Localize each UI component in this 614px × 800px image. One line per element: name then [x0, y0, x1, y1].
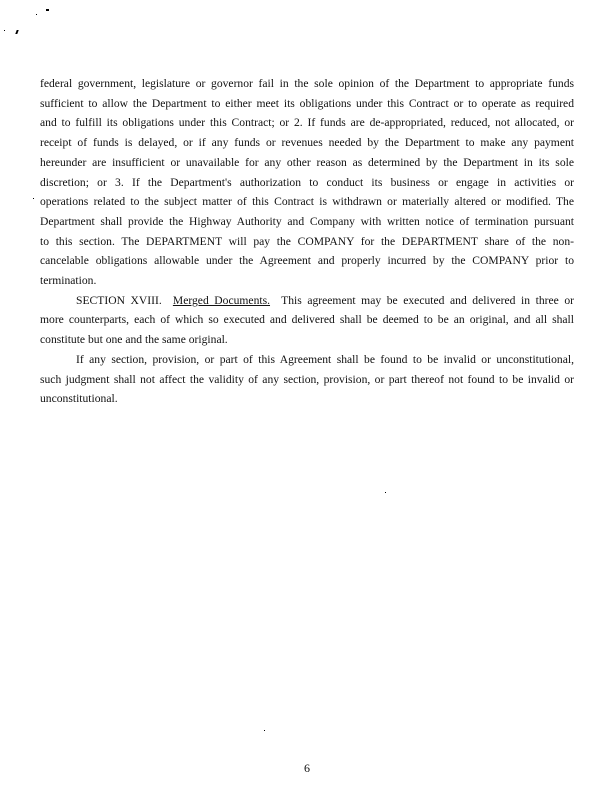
text-line: termination. [40, 274, 97, 288]
text-line: such judgment shall not affect the validity of any section, provision, or part thereof not found to be invalid or [40, 372, 574, 386]
scan-speck [4, 30, 5, 31]
section-label: SECTION XVIII. [76, 293, 162, 307]
text-line: unconstitutional. [40, 392, 118, 406]
paragraph-severability [40, 350, 574, 409]
text-line: cancelable obligations allowable under the Agreement and properly incurred by the COMPANY prior to [40, 254, 574, 268]
section-heading-line [40, 291, 574, 311]
text-line: This agreement may be executed and delivered in three or [281, 293, 574, 307]
text-line: federal government, legislature or governor fail in the sole opinion of the Department to appropriate funds [40, 77, 574, 90]
text-line: hereunder are insufficient or unavailable for any other reason as determined by the Department in its sole [40, 155, 574, 169]
scan-speck [36, 14, 37, 15]
text-line: If any section, provision, or part of this Agreement shall be found to be invalid or unconstitutional, [76, 352, 574, 366]
text-line: operations related to the subject matter of this Contract is withdrawn or materially altered or modified. The [40, 195, 574, 209]
scan-speck [15, 30, 18, 34]
scan-speck [33, 198, 34, 199]
scan-speck [264, 730, 265, 731]
section-title: Merged Documents. [172, 293, 271, 307]
paragraph-termination [40, 74, 574, 291]
text-line: Department shall provide the Highway Authority and Company with written notice of termination pursuant [40, 214, 574, 228]
document-body [40, 74, 574, 409]
text-line: to this section. The DEPARTMENT will pay the COMPANY for the DEPARTMENT share of the non- [40, 234, 574, 248]
scan-speck [46, 9, 49, 11]
paragraph-section-xviii [40, 291, 574, 350]
text-line: discretion; or 3. If the Department's authorization to conduct its business or engage in activities or [40, 175, 574, 189]
text-line: constitute but one and the same original. [40, 333, 228, 347]
scan-speck [385, 492, 386, 493]
text-line: receipt of funds is delayed, or if any funds or revenues needed by the Department to make any payment [40, 136, 574, 150]
text-line: sufficient to allow the Department to either meet its obligations under this Contract or to operate as required [40, 96, 574, 110]
page-number: 6 [304, 761, 310, 775]
text-line: and to fulfill its obligations under this Contract; or 2. If funds are de-appropriated, reduced, not allocated, or [40, 116, 574, 130]
text-line: more counterparts, each of which so executed and delivered shall be deemed to be an original, and all shall [40, 313, 574, 327]
